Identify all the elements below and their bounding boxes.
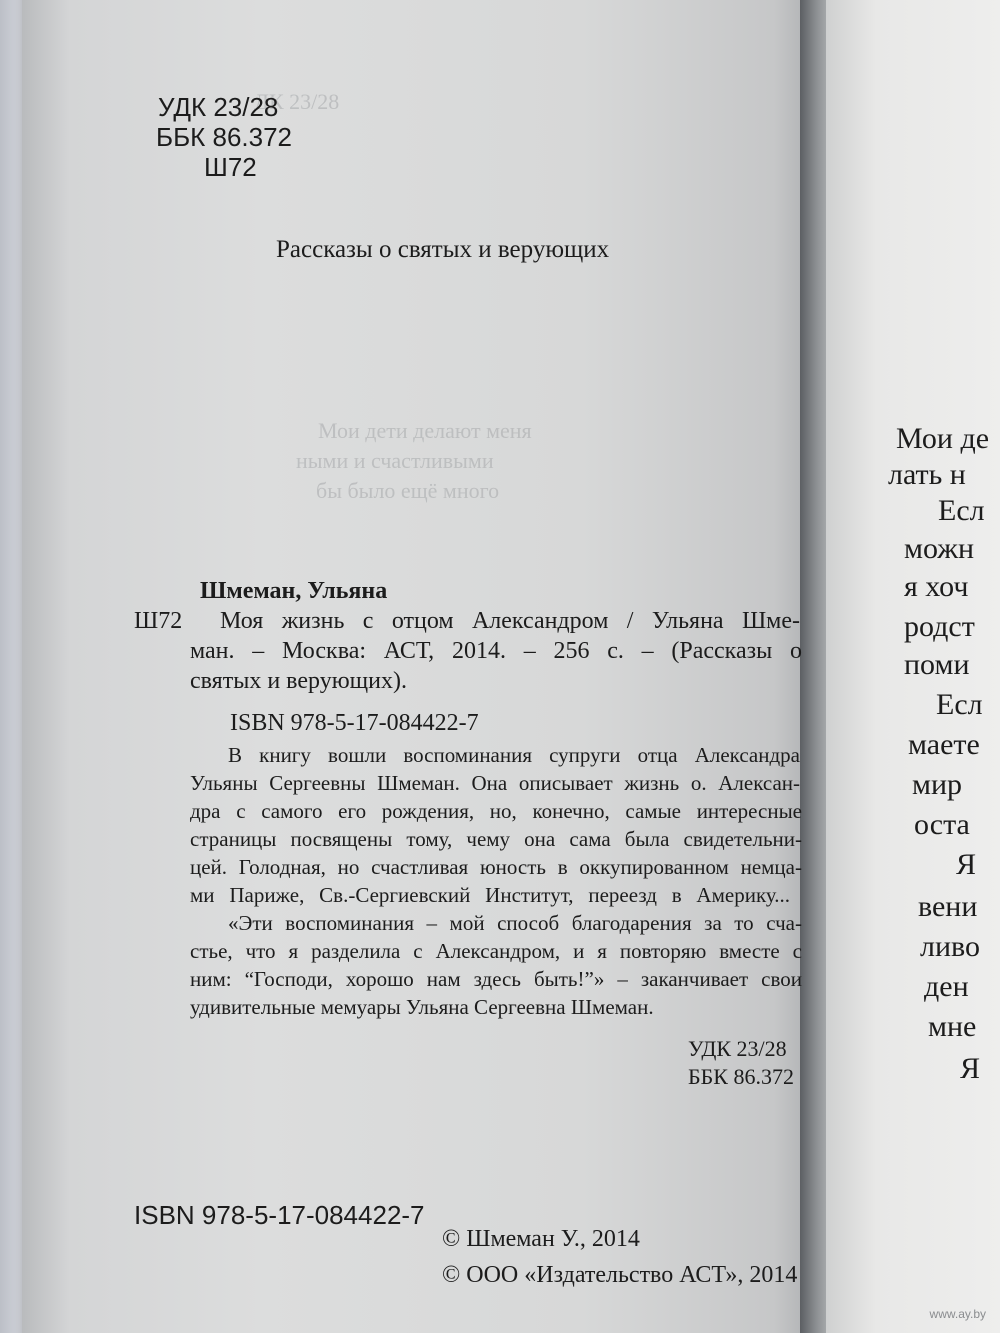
catalog-author-mark: Ш72 [134, 608, 183, 634]
footer-isbn: ISBN 978-5-17-084422-7 [134, 1200, 425, 1230]
annotation-line: Ульяны Сергеевны Шмеман. Она описывает жизнь о. Алексан- [190, 771, 800, 795]
show-through-text: ДК 23/28 [254, 89, 340, 114]
author-heading: Шмеман, Ульяна [200, 578, 388, 604]
facing-page-line: Есл [936, 688, 983, 721]
facing-page-line: ливо [920, 930, 980, 963]
facing-page-line: я хоч [904, 570, 969, 603]
facing-page-line: Есл [938, 494, 985, 527]
annotation-line: ми Париже, Св.-Сергиевский Институт, переезд в Америку... [190, 883, 790, 907]
facing-page-line: можн [904, 532, 975, 565]
udk-code: УДК 23/28 [158, 92, 279, 122]
facing-page-line: родст [904, 610, 975, 643]
annotation-line: дра с самого его рождения, но, конечно, самые интересные [190, 799, 802, 823]
description-line: святых и верующих). [190, 668, 407, 694]
annotation-line: страницы посвящены тому, чему она сама была свидетельни- [190, 827, 802, 851]
annotation-line: «Эти воспоминания – мой способ благодарения за то сча- [228, 911, 802, 935]
facing-page-line: мне [928, 1010, 977, 1043]
copyright-author: © Шмеман У., 2014 [442, 1226, 640, 1252]
copyright-publisher: © ООО «Издательство АСТ», 2014 [442, 1262, 798, 1288]
facing-page-line: Я [960, 1052, 981, 1085]
show-through-text: бы было ещё много [316, 478, 500, 503]
show-through-text: ными и счастливыми [296, 448, 494, 473]
annotation-line: стье, что я разделила с Александром, и я повторяю вместе с [190, 939, 802, 963]
author-mark: Ш72 [204, 152, 257, 182]
facing-page-line: Мои де [896, 422, 990, 455]
facing-page-line: ден [924, 970, 969, 1003]
facing-page-line: Я [956, 848, 977, 881]
catalog-isbn: ISBN 978-5-17-084422-7 [230, 710, 479, 736]
site-watermark: www.ay.by [929, 1307, 986, 1321]
facing-page-line: вени [918, 890, 978, 923]
description-line: ман. – Москва: АСТ, 2014. – 256 с. – (Рассказы о [190, 638, 802, 664]
facing-page-line: мир [912, 768, 963, 801]
facing-page-line: поми [904, 648, 970, 681]
facing-page-line: оста [914, 808, 970, 841]
left-page [22, 0, 822, 1333]
catalog-bbk: ББК 86.372 [688, 1064, 794, 1089]
facing-page-line: лать н [888, 458, 966, 491]
catalog-udk: УДК 23/28 [688, 1036, 787, 1061]
bbk-code: ББК 86.372 [156, 122, 293, 152]
annotation-line: удивительные мемуары Ульяна Сергеевна Шмеман. [190, 995, 654, 1019]
annotation-line: цей. Голодная, но счастливая юность в оккупированном немца- [190, 855, 802, 879]
show-through-text: Мои дети делают меня [318, 418, 532, 443]
annotation-line: В книгу вошли воспоминания супруги отца Александра [228, 743, 800, 767]
facing-page-line: маете [908, 728, 980, 761]
description-line: Моя жизнь с отцом Александром / Ульяна Шме- [220, 608, 800, 634]
annotation-line: ним: “Господи, хорошо нам здесь быть!”» – заканчивает свои [190, 967, 802, 991]
series-title: Рассказы о святых и верующих [276, 236, 610, 263]
